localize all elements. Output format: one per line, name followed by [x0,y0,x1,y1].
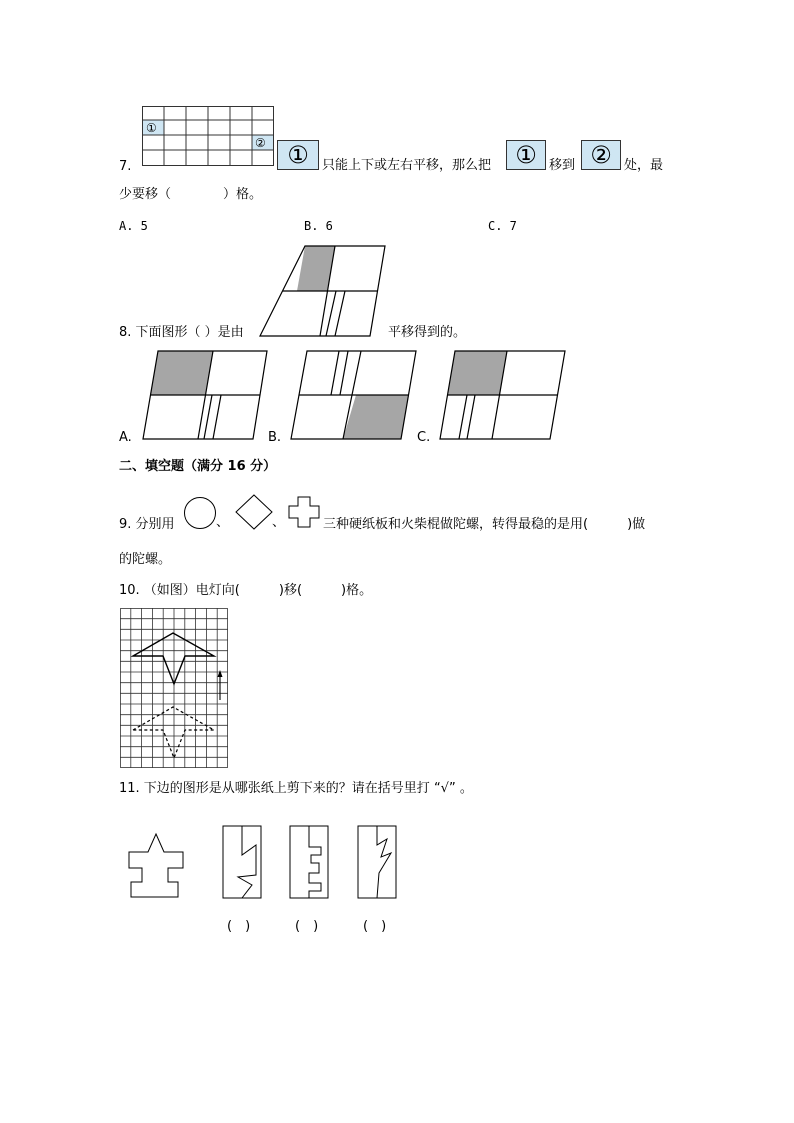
q8-option-b-label: B. [268,430,282,445]
q9-separator-1: 、 [216,515,230,530]
q7-piece-1-box: ① [277,140,319,170]
q7-text-c: 处，最 [624,158,664,173]
q7-grid-label-2: ② [255,136,266,150]
q7-piece-1-box-2: ① [506,140,546,170]
cross-shape-icon [288,496,320,528]
q7-piece-2-box: ② [581,140,621,170]
q8-option-a-figure [143,351,267,439]
q7-option-c: C. 7 [488,219,517,233]
q7-line-2: 少要移（ ）格。 [119,187,263,202]
q11-paper-option-1 [222,825,262,899]
q8-reference-figure [260,246,386,336]
q7-grid-label-1: ① [146,121,157,135]
q9-separator-2: 、 [272,515,286,530]
q8-option-c-label: C. [417,430,431,445]
q11-answer-bracket-2[interactable]: ( ) [295,919,319,934]
q8-text-before: 8. 下面图形（ ）是由 [119,325,244,340]
q8-option-c-figure [440,351,566,439]
diamond-shape-icon [235,494,273,530]
q7-option-a: A. 5 [119,219,148,233]
q11-answer-bracket-1[interactable]: ( ) [227,919,251,934]
q9-text-before: 9. 分别用 [119,517,175,532]
q8-option-b-figure [291,351,417,439]
q7-text-b: 移到 [549,158,576,173]
q10-text: 10. （如图）电灯向( )移( )格。 [119,583,373,598]
circle-shape-icon [183,496,217,530]
q9-text-after: 三种硬纸板和火柴棍做陀螺，转得最稳的是用( )做 [323,517,646,532]
q11-text: 11. 下边的图形是从哪张纸上剪下来的？请在括号里打 “√” 。 [119,781,473,796]
q11-answer-bracket-3[interactable]: ( ) [363,919,387,934]
q7-text-a: 只能上下或左右平移，那么把 [322,158,492,173]
q8-option-a-label: A. [119,430,132,445]
q7-option-b: B. 6 [304,219,333,233]
q9-line-2: 的陀螺。 [119,552,172,567]
q7-number: 7. [119,159,132,174]
q11-paper-option-2 [289,825,329,899]
q8-text-after: 平移得到的。 [388,325,467,340]
q11-paper-option-3 [357,825,397,899]
q11-cutout-shape [128,833,184,899]
q10-lamp-grid [120,608,228,768]
section-2-heading: 二、填空题（满分 16 分） [119,459,277,474]
